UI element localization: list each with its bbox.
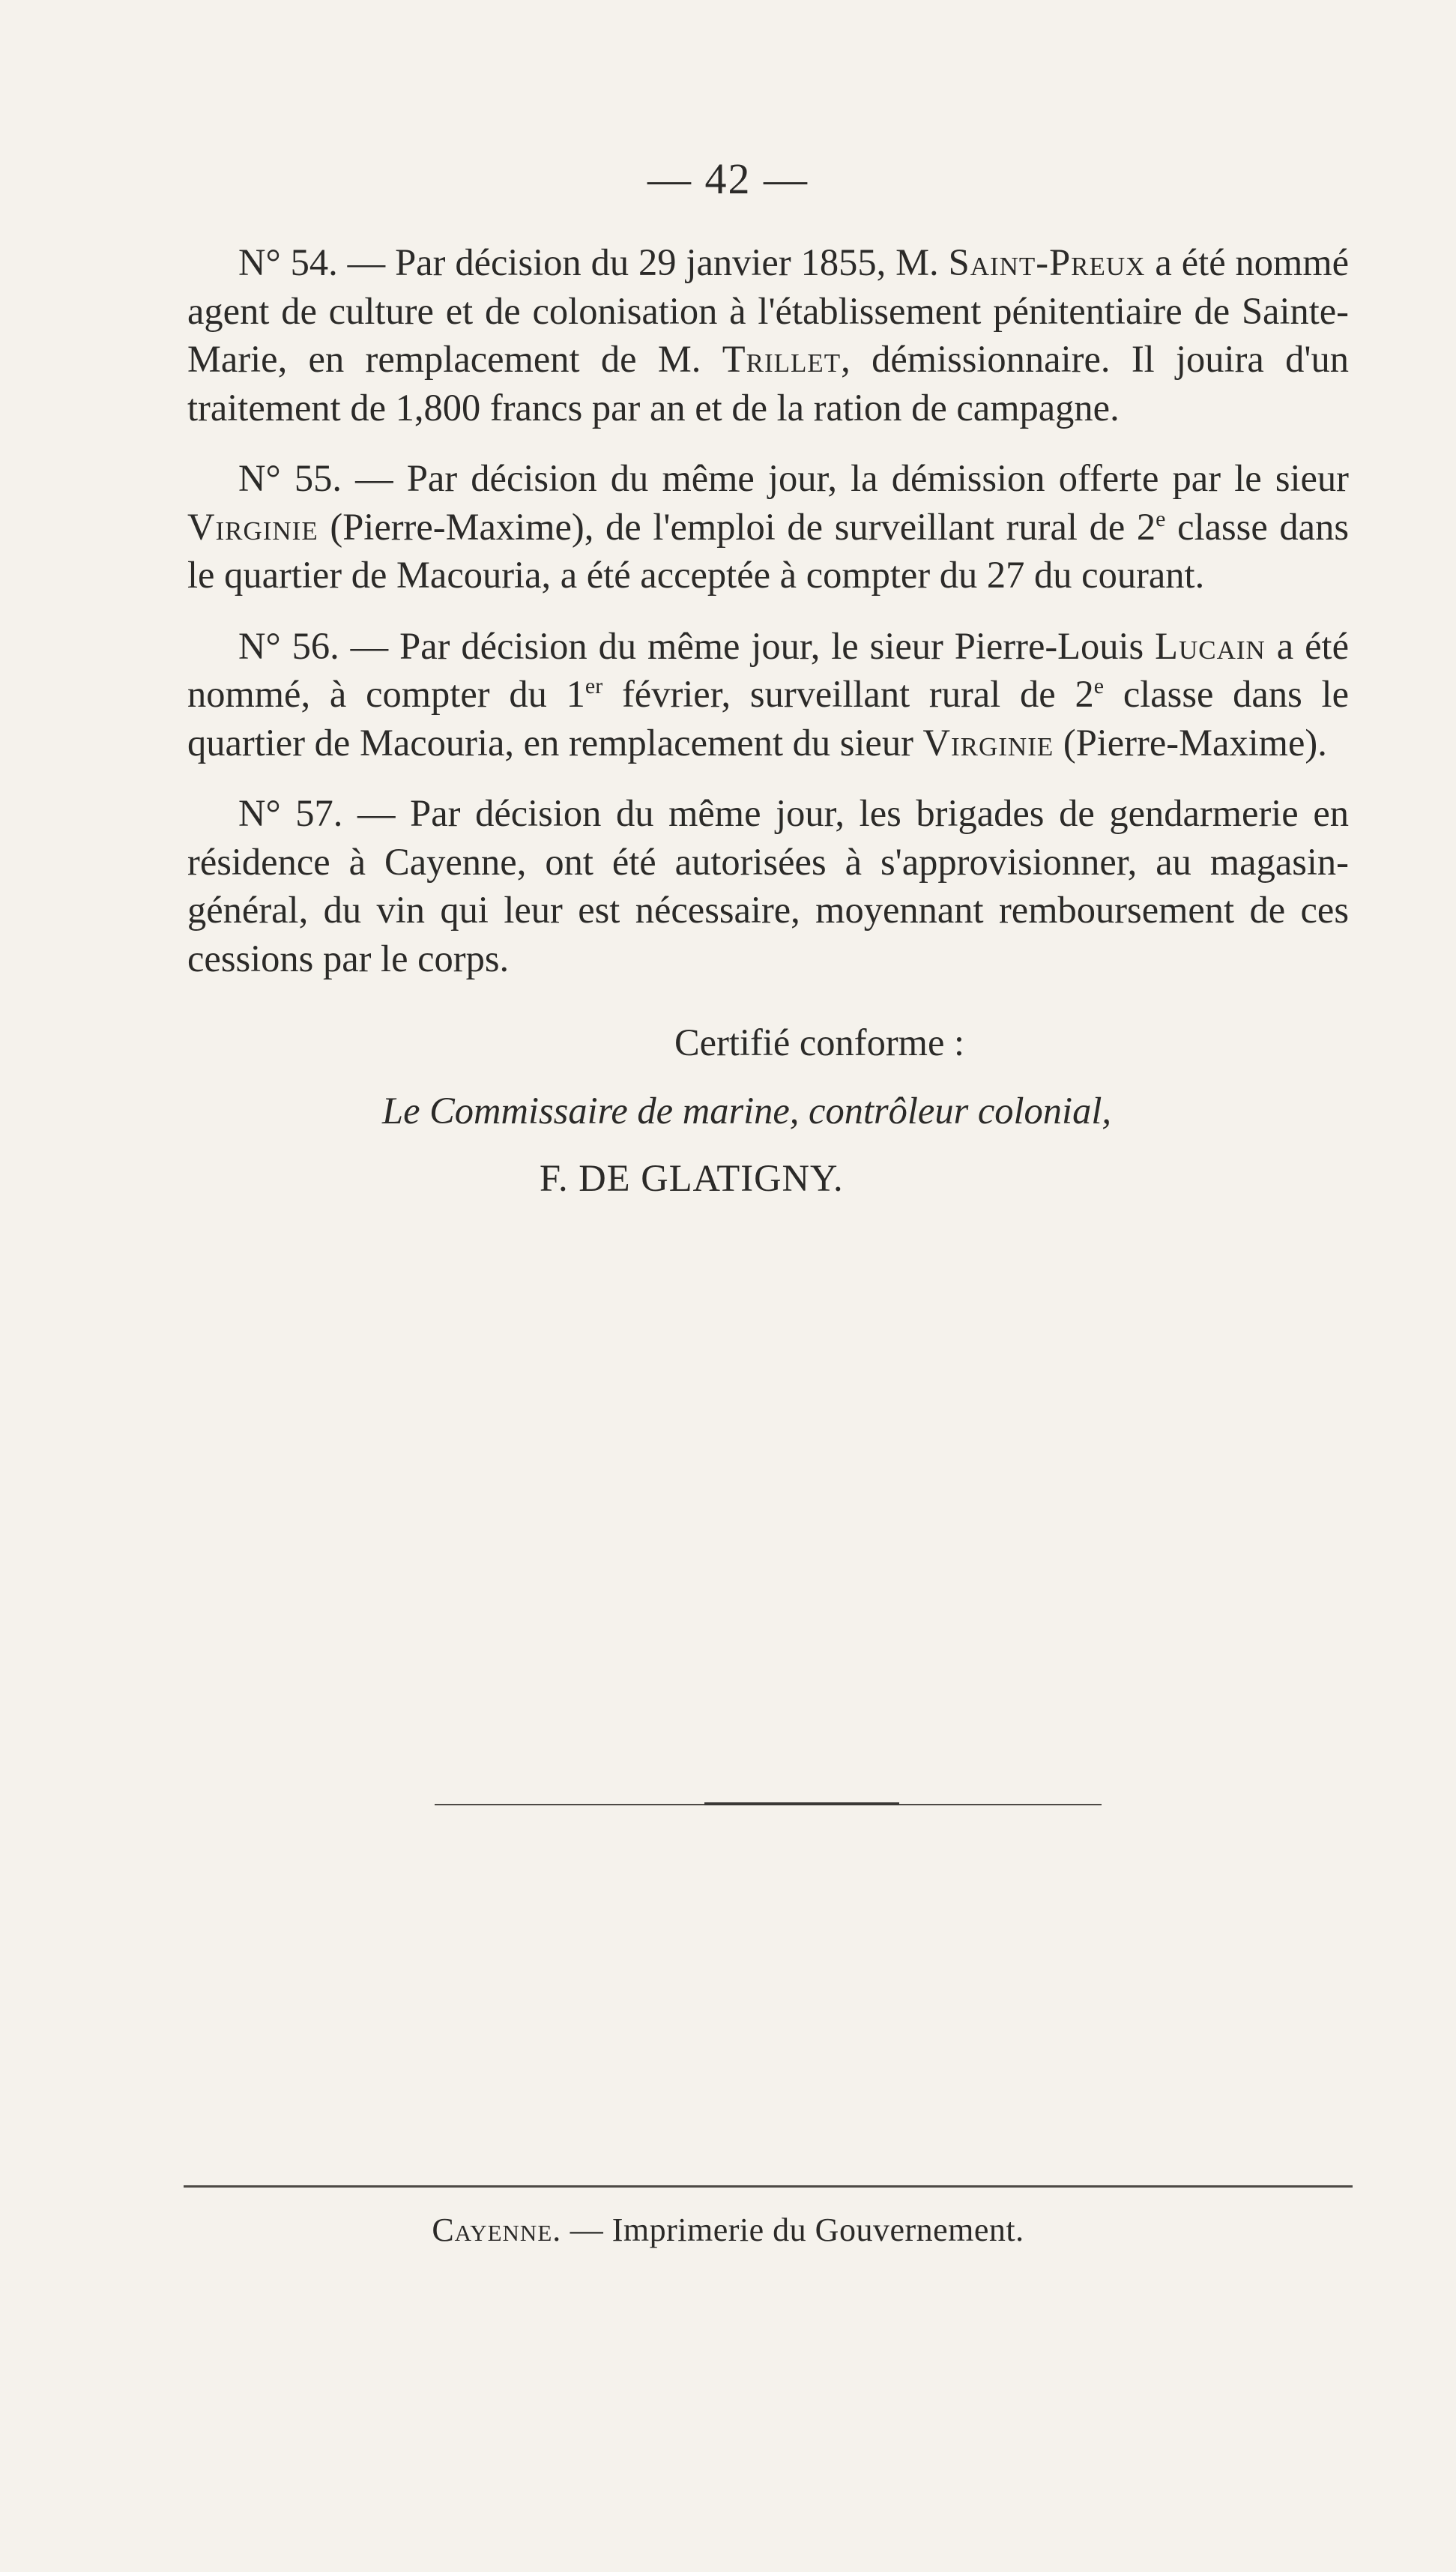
signature-block bbox=[187, 1018, 1349, 1203]
paragraph-text: (Pierre-Maxime). bbox=[1054, 721, 1327, 764]
paragraph-text: — Par décision du même jour, le sieur Pierre-Louis bbox=[339, 624, 1156, 667]
person-name: Trillet bbox=[722, 338, 842, 380]
page-number: — 42 — bbox=[647, 154, 809, 203]
paragraph-text: classe dans le quartier de Macouria, a été acceptée à compter du 27 du courant. bbox=[187, 505, 1349, 596]
paragraph-number: N° 54. bbox=[238, 241, 338, 283]
footer-rule bbox=[184, 2185, 1353, 2188]
person-name: Virginie bbox=[187, 505, 318, 548]
paragraph-number: N° 57. bbox=[238, 792, 343, 834]
body-text bbox=[187, 238, 1349, 1203]
printer-imprint bbox=[0, 2211, 1456, 2249]
paragraph-text: — Par décision du même jour, les brigades de gendarmerie en résidence à Cayenne, ont été autorisées à s'approvisionner, au magasin-général, du vin qui leur est nécessaire, moyennant remboursement de ces cessions par le corps. bbox=[187, 792, 1349, 979]
paragraph-54 bbox=[187, 238, 1349, 432]
paragraph-text: , démissionnaire. Il jouira d'un traitement de 1,800 francs par an et de la ration de campagne. bbox=[187, 338, 1349, 429]
superscript: e bbox=[1156, 506, 1166, 531]
signatory-name: F. DE GLATIGNY. bbox=[540, 1157, 844, 1199]
paragraph-56 bbox=[187, 622, 1349, 767]
person-name: Virginie bbox=[922, 721, 1054, 764]
person-name: Saint-Preux bbox=[948, 241, 1146, 283]
divider-rule-accent bbox=[704, 1802, 899, 1805]
person-name: Lucain bbox=[1155, 624, 1266, 667]
paragraph-text: — Par décision du 29 janvier 1855, M. bbox=[337, 241, 949, 283]
paragraph-57 bbox=[187, 789, 1349, 982]
paragraph-text: — Par décision du même jour, la démission offerte par le sieur bbox=[341, 457, 1349, 499]
superscript: er bbox=[584, 674, 603, 699]
superscript: e bbox=[1093, 674, 1105, 699]
paragraph-text: classe dans le quartier de Macouria, en remplacement du sieur bbox=[187, 673, 1349, 764]
certification-line: Certifié conforme : bbox=[674, 1021, 965, 1063]
signatory-role: Le Commissaire de marine, contrôleur colonial, bbox=[382, 1089, 1111, 1132]
paragraph-text: (Pierre-Maxime), de l'emploi de surveillant rural de 2 bbox=[318, 505, 1156, 548]
paragraph-number: N° 55. bbox=[238, 457, 342, 499]
paragraph-number: N° 56. bbox=[238, 624, 339, 667]
paragraph-text: a été nommé, à compter du 1 bbox=[187, 624, 1350, 715]
imprint-text: — Imprimerie du Gouvernement. bbox=[561, 2212, 1024, 2248]
paragraph-text: février, surveillant rural de 2 bbox=[602, 673, 1094, 715]
imprint-city: Cayenne. bbox=[432, 2212, 562, 2248]
paragraph-55 bbox=[187, 454, 1349, 600]
paragraph-text: a été nommé agent de culture et de colonisation à l'établissement pénitentiaire de Sainte-Marie, en remplacement de M. bbox=[187, 241, 1350, 380]
